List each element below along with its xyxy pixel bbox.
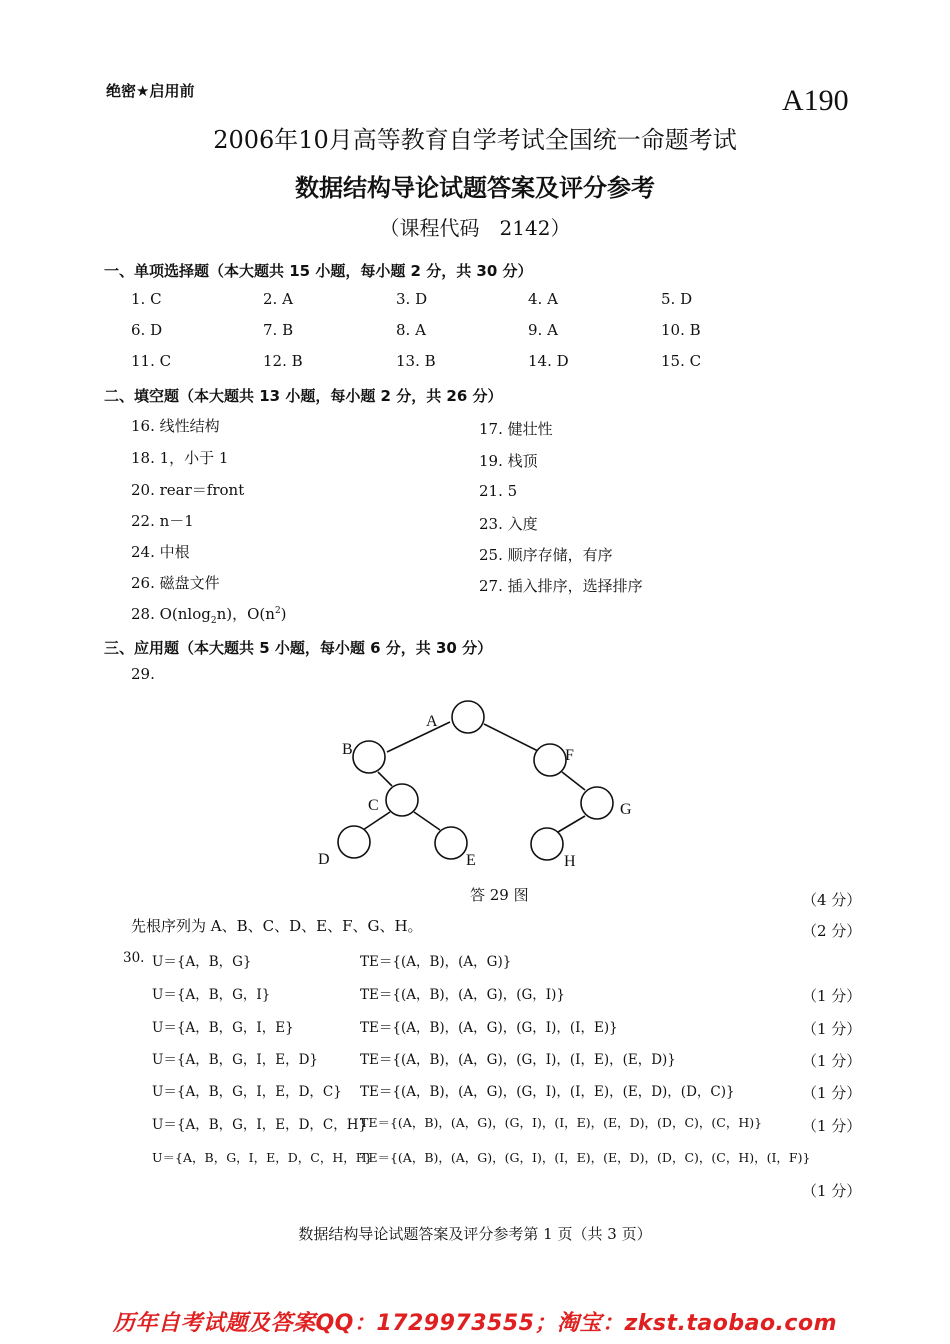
answer-item: 14. D bbox=[528, 352, 569, 370]
answer-item: 8. A bbox=[396, 321, 426, 339]
section2-heading: 二、填空题（本大题共 13 小题，每小题 2 分，共 26 分） bbox=[104, 387, 503, 405]
q30-te-set: TE＝{(A，B)，(A，G)} bbox=[360, 954, 512, 970]
tree-edge-B-C bbox=[378, 772, 392, 786]
question-29-label: 29. bbox=[131, 665, 155, 683]
q30-final-score: （1 分） bbox=[802, 1182, 862, 1200]
q30-te-set: TE＝{(A，B)，(A，G)，(G，I)，(I，E)，(E，D)，(D，C)，(C，H)} bbox=[360, 1115, 763, 1130]
tree-label-H: H bbox=[564, 853, 576, 870]
exam-title: 2006年10月高等教育自学考试全国统一命题考试 bbox=[213, 126, 737, 154]
answer-item: 11. C bbox=[131, 352, 172, 370]
fill-answer: 26. 磁盘文件 bbox=[131, 574, 220, 592]
answer-item: 6. D bbox=[131, 321, 163, 339]
answer-item: 3. D bbox=[396, 290, 428, 308]
answer-item: 4. A bbox=[528, 290, 558, 308]
tree-node-C bbox=[386, 784, 418, 816]
tree-node-D bbox=[338, 826, 370, 858]
q30-u-set: U＝{A，B，G，I，E，D，C} bbox=[152, 1084, 342, 1100]
tree-node-B bbox=[353, 741, 385, 773]
tree-node-G bbox=[581, 787, 613, 819]
tree-node-A bbox=[452, 701, 484, 733]
preorder-text: 先根序列为 A、B、C、D、E、F、G、H。 bbox=[131, 917, 423, 935]
fill-answer: 21. 5 bbox=[479, 482, 518, 500]
q30-u-set: U＝{A，B，G，I，E，D，C，H，F} bbox=[152, 1150, 373, 1165]
figure-caption: 答 29 图 bbox=[470, 886, 529, 904]
section3-heading: 三、应用题（本大题共 5 小题，每小题 6 分，共 30 分） bbox=[104, 639, 493, 657]
answer-item: 7. B bbox=[263, 321, 294, 339]
page-footer: 数据结构导论试题答案及评分参考第 1 页（共 3 页） bbox=[298, 1225, 652, 1243]
q30-te-set: TE＝{(A，B)，(A，G)，(G，I)，(I，E)，(E，D)，(D，C)，(C，H)，(I，F)} bbox=[360, 1150, 811, 1165]
secret-mark: 绝密★启用前 bbox=[106, 82, 195, 100]
figure-score: （4 分） bbox=[802, 891, 862, 909]
fill-answer-q28: 28. O(nlog$_2$n)，$O(n^2)$ bbox=[131, 605, 287, 626]
section1-heading: 一、单项选择题（本大题共 15 小题，每小题 2 分，共 30 分） bbox=[104, 262, 533, 280]
q30-u-set: U＝{A，B，G，I，E，D，C，H} bbox=[152, 1117, 368, 1133]
tree-edge-A-F bbox=[484, 724, 540, 752]
fill-answer: 19. 栈顶 bbox=[479, 452, 538, 470]
tree-label-F: F bbox=[565, 747, 574, 764]
answer-item: 1. C bbox=[131, 290, 162, 308]
q30-u-set: U＝{A，B，G} bbox=[152, 954, 252, 970]
tree-label-G: G bbox=[620, 801, 632, 818]
paper-code: A190 bbox=[782, 84, 849, 117]
answer-item: 15. C bbox=[661, 352, 702, 370]
answer-item: 13. B bbox=[396, 352, 436, 370]
fill-answer: 23. 入度 bbox=[479, 515, 538, 533]
question-30-label: 30. bbox=[123, 950, 145, 966]
answer-item: 9. A bbox=[528, 321, 558, 339]
tree-node-H bbox=[531, 828, 563, 860]
q30-u-set: U＝{A，B，G，I，E，D} bbox=[152, 1052, 319, 1068]
fill-answer: 22. n－1 bbox=[131, 512, 194, 530]
fill-answer: 16. 线性结构 bbox=[131, 417, 220, 435]
tree-node-E bbox=[435, 827, 467, 859]
tree-edge-A-B bbox=[387, 722, 450, 752]
tree-node-F bbox=[534, 744, 566, 776]
tree-edge-F-G bbox=[562, 772, 585, 790]
q30-te-set: TE＝{(A，B)，(A，G)，(G，I)，(I，E)，(E，D)} bbox=[360, 1052, 676, 1068]
q30-row-score: （1 分） bbox=[802, 987, 862, 1005]
q30-row-score: （1 分） bbox=[802, 1020, 862, 1038]
fill-answer: 24. 中根 bbox=[131, 543, 190, 561]
q30-te-set: TE＝{(A，B)，(A，G)，(G，I)，(I，E)} bbox=[360, 1020, 618, 1036]
q30-te-set: TE＝{(A，B)，(A，G)，(G，I)，(I，E)，(E，D)，(D，C)} bbox=[360, 1084, 735, 1100]
tree-edge-C-D bbox=[363, 812, 390, 830]
q30-row-score: （1 分） bbox=[802, 1084, 862, 1102]
q30-te-set: TE＝{(A，B)，(A，G)，(G，I)} bbox=[360, 987, 565, 1003]
tree-label-C: C bbox=[368, 797, 379, 814]
course-code: （课程代码 2142） bbox=[379, 216, 571, 240]
tree-label-B: B bbox=[342, 741, 353, 758]
answer-item: 2. A bbox=[263, 290, 293, 308]
tree-label-D: D bbox=[318, 851, 330, 868]
tree-label-E: E bbox=[466, 852, 476, 869]
tree-edge-C-E bbox=[414, 812, 440, 830]
preorder-score: （2 分） bbox=[802, 922, 862, 940]
watermark-banner: 历年自考试题及答案QQ：1729973555；淘宝：zkst.taobao.com bbox=[112, 1311, 837, 1336]
binary-tree-figure bbox=[300, 690, 660, 875]
answer-item: 10. B bbox=[661, 321, 701, 339]
fill-answer: 20. rear＝front bbox=[131, 481, 245, 499]
document-title: 数据结构导论试题答案及评分参考 bbox=[295, 174, 655, 202]
fill-answer: 27. 插入排序，选择排序 bbox=[479, 577, 643, 595]
q30-u-set: U＝{A，B，G，I，E} bbox=[152, 1020, 294, 1036]
tree-label-A: A bbox=[426, 713, 438, 730]
q30-u-set: U＝{A，B，G，I} bbox=[152, 987, 271, 1003]
fill-answer: 18. 1，小于 1 bbox=[131, 449, 229, 467]
answer-item: 5. D bbox=[661, 290, 693, 308]
q30-row-score: （1 分） bbox=[802, 1117, 862, 1135]
q30-row-score: （1 分） bbox=[802, 1052, 862, 1070]
fill-answer: 17. 健壮性 bbox=[479, 420, 553, 438]
answer-item: 12. B bbox=[263, 352, 303, 370]
tree-edge-G-H bbox=[558, 816, 585, 832]
fill-answer: 25. 顺序存储，有序 bbox=[479, 546, 613, 564]
